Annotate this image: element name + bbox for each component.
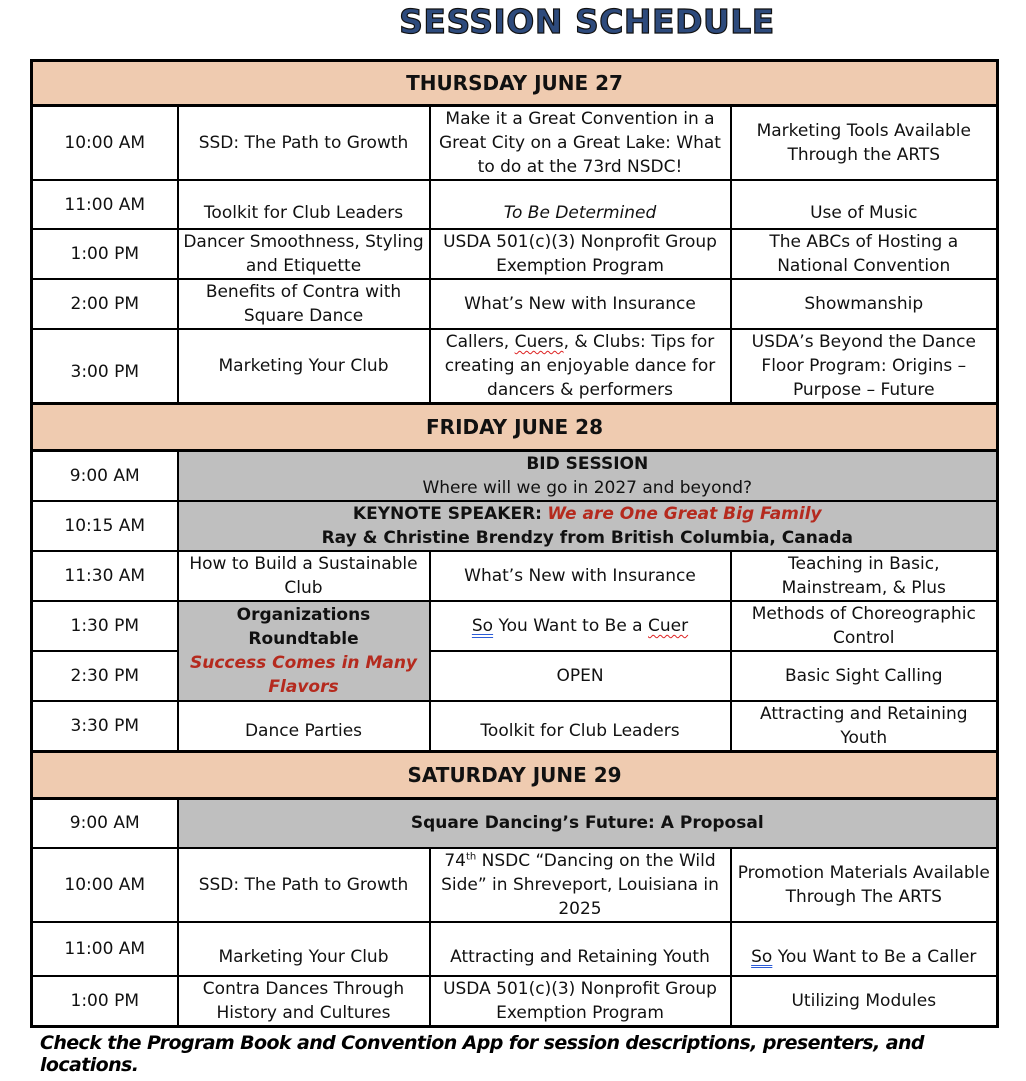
bid-session-cell — [178, 451, 998, 502]
table-row — [32, 976, 998, 1027]
keynote-title: We are One Great Big Family — [547, 504, 822, 524]
session-cell: Dance Parties — [178, 701, 430, 752]
proposal-cell: Square Dancing’s Future: A Proposal — [178, 799, 998, 848]
session-cell: Methods of Choreographic Control — [731, 601, 998, 651]
session-cell: USDA 501(c)(3) Nonprofit Group Exemption Program — [430, 976, 731, 1027]
session-cell: SSD: The Path to Growth — [178, 106, 430, 181]
session-cell: Attracting and Retaining Youth — [731, 701, 998, 752]
table-row — [32, 501, 998, 551]
table-row — [32, 329, 998, 404]
table-row — [32, 551, 998, 601]
session-cell: Make it a Great Convention in a Great City on a Great Lake: What to do at the 73rd NSDC! — [430, 106, 731, 181]
footer-note: Check the Program Book and Convention App for session descriptions, presenters, and locations. — [40, 1032, 924, 1076]
time-cell: 1:00 PM — [32, 976, 178, 1027]
session-cell: How to Build a Sustainable Club — [178, 551, 430, 601]
grammar-word: So — [471, 616, 494, 636]
time-cell: 10:00 AM — [32, 848, 178, 922]
table-row — [32, 451, 998, 502]
time-cell: 3:00 PM — [32, 329, 178, 404]
time-cell: 1:30 PM — [32, 601, 178, 651]
session-cell: The ABCs of Hosting a National Convention — [731, 229, 998, 279]
time-cell: 2:00 PM — [32, 279, 178, 329]
page-title: SESSION SCHEDULE — [399, 2, 775, 41]
time-cell: 11:00 AM — [32, 180, 178, 229]
table-row — [32, 106, 998, 181]
session-cell: Promotion Materials Available Through The ARTS — [731, 848, 998, 922]
session-cell: To Be Determined — [430, 180, 731, 229]
table-row — [32, 848, 998, 922]
roundtable-title: Success Comes in Many Flavors — [189, 653, 418, 697]
session-cell: Marketing Tools Available Through the ARTS — [731, 106, 998, 181]
day-label: FRIDAY JUNE 28 — [32, 404, 998, 451]
session-cell: So You Want to Be a Cuer — [430, 601, 731, 651]
session-cell: Teaching in Basic, Mainstream, & Plus — [731, 551, 998, 601]
time-cell: 2:30 PM — [32, 651, 178, 701]
time-cell: 1:00 PM — [32, 229, 178, 279]
session-cell: What’s New with Insurance — [430, 279, 731, 329]
session-cell: SSD: The Path to Growth — [178, 848, 430, 922]
session-cell: Use of Music — [731, 180, 998, 229]
session-cell: Benefits of Contra with Square Dance — [178, 279, 430, 329]
session-cell: USDA 501(c)(3) Nonprofit Group Exemption Program — [430, 229, 731, 279]
time-cell: 11:30 AM — [32, 551, 178, 601]
time-cell: 10:00 AM — [32, 106, 178, 181]
session-cell: Marketing Your Club — [178, 922, 430, 976]
grammar-word: So — [751, 946, 773, 967]
roundtable-cell — [178, 601, 430, 701]
spellcheck-word: Cuers — [514, 332, 564, 352]
day-header-saturday — [32, 752, 998, 799]
time-cell: 3:30 PM — [32, 701, 178, 752]
day-header-friday — [32, 404, 998, 451]
table-row — [32, 701, 998, 752]
session-cell: Contra Dances Through History and Cultures — [178, 976, 430, 1027]
session-cell: Dancer Smoothness, Styling and Etiquette — [178, 229, 430, 279]
session-cell: OPEN — [430, 651, 731, 701]
session-cell: Toolkit for Club Leaders — [178, 180, 430, 229]
special-heading: KEYNOTE SPEAKER: — [352, 504, 542, 524]
special-heading: BID SESSION — [526, 454, 649, 474]
time-cell: 10:15 AM — [32, 501, 178, 551]
time-cell: 9:00 AM — [32, 799, 178, 848]
session-cell: So You Want to Be a Caller — [731, 922, 998, 976]
table-row — [32, 922, 998, 976]
session-cell: Attracting and Retaining Youth — [430, 922, 731, 976]
session-cell: What’s New with Insurance — [430, 551, 731, 601]
table-row — [32, 279, 998, 329]
day-label: SATURDAY JUNE 29 — [32, 752, 998, 799]
table-row — [32, 229, 998, 279]
session-cell: Utilizing Modules — [731, 976, 998, 1027]
session-cell: Basic Sight Calling — [731, 651, 998, 701]
day-header-thursday — [32, 61, 998, 106]
table-row — [32, 601, 998, 651]
session-cell: Showmanship — [731, 279, 998, 329]
special-subtitle: Where will we go in 2027 and beyond? — [422, 478, 753, 498]
table-row — [32, 651, 998, 701]
roundtable-heading: Organizations Roundtable — [236, 605, 371, 649]
table-row — [32, 799, 998, 848]
keynote-cell — [178, 501, 998, 551]
time-cell: 11:00 AM — [32, 922, 178, 976]
session-cell: Marketing Your Club — [178, 329, 430, 404]
session-cell: USDA’s Beyond the Dance Floor Program: Origins – Purpose – Future — [731, 329, 998, 404]
schedule-table — [30, 59, 999, 1028]
time-cell: 9:00 AM — [32, 451, 178, 502]
spellcheck-word: Cuer — [648, 616, 689, 636]
session-cell: Toolkit for Club Leaders — [430, 701, 731, 752]
session-cell: 74th NSDC “Dancing on the Wild Side” in Shreveport, Louisiana in 2025 — [430, 848, 731, 922]
special-subtitle: Ray & Christine Brendzy from British Columbia, Canada — [321, 528, 853, 548]
day-label: THURSDAY JUNE 27 — [32, 61, 998, 106]
table-row — [32, 180, 998, 229]
session-cell: Callers, Cuers, & Clubs: Tips for creating an enjoyable dance for dancers & performers — [430, 329, 731, 404]
